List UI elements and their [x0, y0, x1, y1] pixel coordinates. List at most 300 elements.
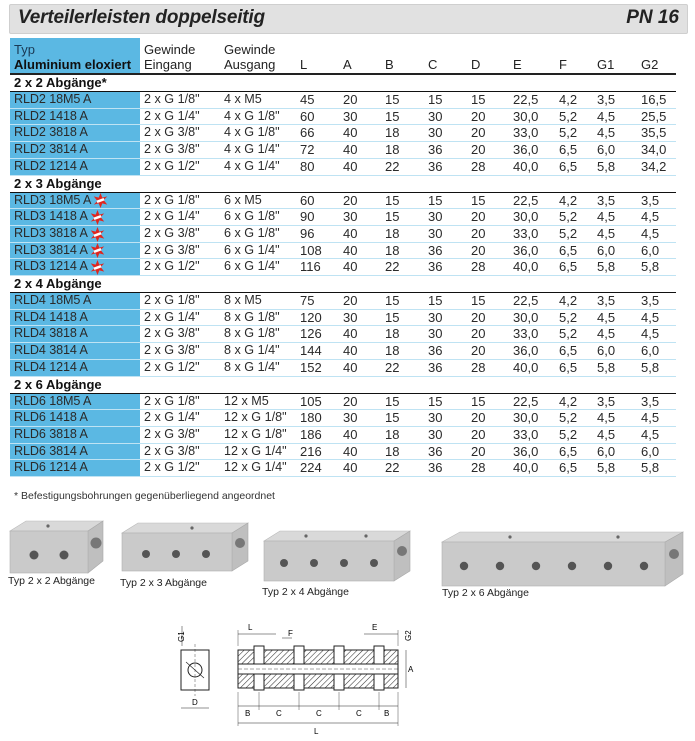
thread-inlet: 2 x G 3/8" — [140, 343, 220, 360]
value-g1: 3,5 — [595, 293, 639, 310]
product-code — [10, 142, 140, 159]
value-d: 28 — [469, 158, 511, 175]
table-row — [10, 142, 676, 159]
value-g1: 3,5 — [595, 92, 639, 109]
table-row — [10, 125, 676, 142]
header-gewinde-eingang-line2: Eingang — [144, 57, 192, 72]
thread-outlet: 6 x M5 — [220, 192, 298, 209]
value-d: 20 — [469, 125, 511, 142]
header-gewinde-eingang-line1: Gewinde — [144, 42, 196, 57]
value-l: 224 — [298, 460, 341, 477]
thread-inlet: 2 x G 3/8" — [140, 142, 220, 159]
thread-inlet: 2 x G 3/8" — [140, 443, 220, 460]
value-e: 40,0 — [511, 158, 557, 175]
new-star-icon — [93, 193, 107, 207]
thread-inlet: 2 x G 1/2" — [140, 259, 220, 276]
thread-inlet: 2 x G 1/8" — [140, 393, 220, 410]
group-header — [10, 376, 676, 393]
value-g1: 6,0 — [595, 242, 639, 259]
header-typ-label: Typ — [14, 42, 35, 57]
product-code — [10, 443, 140, 460]
product-code-text: RLD2 3818 A — [14, 125, 88, 140]
header-typ — [10, 38, 140, 74]
thread-inlet: 2 x G 3/8" — [140, 426, 220, 443]
table-row — [10, 443, 676, 460]
dim-e-label: E — [372, 623, 378, 632]
product-code — [10, 242, 140, 259]
thread-inlet: 2 x G 3/8" — [140, 125, 220, 142]
caption-2x6: Typ 2 x 6 Abgänge — [442, 587, 529, 599]
dim-a-label: A — [408, 665, 414, 674]
table-header — [10, 38, 676, 74]
value-f: 5,2 — [557, 209, 595, 226]
header-col-e: E — [511, 38, 557, 74]
value-e: 22,5 — [511, 393, 557, 410]
value-f: 4,2 — [557, 393, 595, 410]
value-f: 5,2 — [557, 309, 595, 326]
thread-outlet: 8 x M5 — [220, 293, 298, 310]
value-a: 30 — [341, 410, 383, 427]
value-d: 20 — [469, 309, 511, 326]
dim-l-label: L — [314, 727, 319, 736]
dim-c-3-label: C — [356, 709, 362, 718]
value-d: 20 — [469, 343, 511, 360]
value-a: 40 — [341, 158, 383, 175]
value-d: 15 — [469, 92, 511, 109]
product-code-text: RLD6 1418 A — [14, 410, 88, 425]
caption-2x2: Typ 2 x 2 Abgänge — [8, 575, 95, 587]
product-code — [10, 426, 140, 443]
value-c: 15 — [426, 92, 469, 109]
value-l: 144 — [298, 343, 341, 360]
thread-inlet: 2 x G 3/8" — [140, 225, 220, 242]
value-g1: 3,5 — [595, 192, 639, 209]
value-b: 18 — [383, 443, 426, 460]
value-e: 22,5 — [511, 92, 557, 109]
product-code — [10, 92, 140, 109]
front-view — [238, 623, 414, 736]
value-g1: 4,5 — [595, 225, 639, 242]
product-code-text: RLD6 3818 A — [14, 426, 88, 441]
product-code — [10, 326, 140, 343]
product-code-text: RLD4 1214 A — [14, 359, 88, 374]
value-e: 33,0 — [511, 125, 557, 142]
value-g2: 4,5 — [639, 426, 676, 443]
value-e: 33,0 — [511, 426, 557, 443]
table-row — [10, 410, 676, 427]
value-a: 40 — [341, 426, 383, 443]
thread-outlet: 4 x G 1/8" — [220, 125, 298, 142]
value-b: 15 — [383, 108, 426, 125]
dim-c-2-label: C — [316, 709, 322, 718]
thread-inlet: 2 x G 1/8" — [140, 293, 220, 310]
value-g2: 4,5 — [639, 309, 676, 326]
value-e: 33,0 — [511, 225, 557, 242]
value-e: 40,0 — [511, 460, 557, 477]
value-e: 22,5 — [511, 192, 557, 209]
value-g1: 6,0 — [595, 142, 639, 159]
value-e: 30,0 — [511, 108, 557, 125]
product-code — [10, 192, 140, 209]
value-l: 90 — [298, 209, 341, 226]
table-row — [10, 343, 676, 360]
header-col-l: L — [298, 38, 341, 74]
value-c: 30 — [426, 209, 469, 226]
value-l: 96 — [298, 225, 341, 242]
product-code-text: RLD2 3814 A — [14, 142, 88, 157]
value-l: 126 — [298, 326, 341, 343]
value-c: 15 — [426, 393, 469, 410]
table-row — [10, 209, 676, 226]
value-g2: 5,8 — [639, 460, 676, 477]
table-row — [10, 192, 676, 209]
value-b: 22 — [383, 158, 426, 175]
thread-outlet: 6 x G 1/4" — [220, 242, 298, 259]
value-f: 5,2 — [557, 410, 595, 427]
table-row — [10, 158, 676, 175]
value-f: 6,5 — [557, 359, 595, 376]
value-g1: 4,5 — [595, 426, 639, 443]
new-star-icon — [90, 210, 104, 224]
product-image-2x3 — [120, 521, 250, 573]
product-code — [10, 359, 140, 376]
group-header — [10, 276, 676, 293]
product-code-text: RLD4 1418 A — [14, 309, 88, 324]
value-f: 6,5 — [557, 242, 595, 259]
thread-outlet: 12 x G 1/4" — [220, 443, 298, 460]
header-gewinde-ausgang-line2: Ausgang — [224, 57, 276, 72]
value-g1: 6,0 — [595, 443, 639, 460]
value-g2: 6,0 — [639, 443, 676, 460]
value-b: 22 — [383, 359, 426, 376]
value-d: 20 — [469, 410, 511, 427]
product-code — [10, 460, 140, 477]
value-d: 15 — [469, 393, 511, 410]
value-f: 6,5 — [557, 142, 595, 159]
header-gewinde-ausgang — [220, 38, 298, 74]
thread-outlet: 4 x G 1/4" — [220, 142, 298, 159]
value-d: 20 — [469, 326, 511, 343]
product-code — [10, 158, 140, 175]
value-c: 15 — [426, 293, 469, 310]
value-b: 18 — [383, 142, 426, 159]
value-e: 40,0 — [511, 359, 557, 376]
thread-inlet: 2 x G 3/8" — [140, 242, 220, 259]
value-a: 40 — [341, 142, 383, 159]
header-col-d: D — [469, 38, 511, 74]
thread-outlet: 12 x G 1/8" — [220, 426, 298, 443]
value-g2: 6,0 — [639, 343, 676, 360]
value-a: 30 — [341, 108, 383, 125]
table-row — [10, 259, 676, 276]
value-g2: 34,0 — [639, 142, 676, 159]
dim-b-right-label: B — [384, 709, 390, 718]
value-g2: 6,0 — [639, 242, 676, 259]
dim-d-label: D — [192, 698, 198, 707]
group-label: 2 x 4 Abgänge — [10, 276, 676, 293]
value-f: 5,2 — [557, 108, 595, 125]
thread-outlet: 4 x G 1/8" — [220, 108, 298, 125]
thread-outlet: 8 x G 1/8" — [220, 309, 298, 326]
value-d: 20 — [469, 209, 511, 226]
value-c: 30 — [426, 108, 469, 125]
value-b: 15 — [383, 410, 426, 427]
product-code-text: RLD3 1418 A — [14, 209, 88, 224]
value-e: 33,0 — [511, 326, 557, 343]
product-code-text: RLD3 3818 A — [14, 225, 88, 240]
product-image-2x4 — [262, 527, 412, 583]
table-row — [10, 393, 676, 410]
dim-g1-label: G1 — [177, 631, 186, 642]
value-a: 20 — [341, 393, 383, 410]
thread-inlet: 2 x G 1/4" — [140, 209, 220, 226]
value-b: 18 — [383, 242, 426, 259]
thread-inlet: 2 x G 1/4" — [140, 309, 220, 326]
value-g2: 4,5 — [639, 209, 676, 226]
thread-inlet: 2 x G 3/8" — [140, 326, 220, 343]
product-code-text: RLD6 1214 A — [14, 460, 88, 475]
product-code-text: RLD4 3814 A — [14, 343, 88, 358]
value-a: 40 — [341, 326, 383, 343]
value-a: 40 — [341, 242, 383, 259]
product-code — [10, 410, 140, 427]
value-l: 75 — [298, 293, 341, 310]
dim-f-label: F — [288, 629, 293, 638]
thread-outlet: 8 x G 1/4" — [220, 343, 298, 360]
group-header — [10, 74, 676, 92]
caption-2x3: Typ 2 x 3 Abgänge — [120, 577, 207, 589]
table-row — [10, 326, 676, 343]
value-g1: 4,5 — [595, 125, 639, 142]
product-code — [10, 293, 140, 310]
thread-outlet: 12 x M5 — [220, 393, 298, 410]
product-code-text: RLD3 3814 A — [14, 242, 88, 257]
side-view — [177, 626, 209, 708]
value-f: 5,2 — [557, 326, 595, 343]
value-l: 152 — [298, 359, 341, 376]
product-code-text: RLD2 18M5 A — [14, 92, 92, 106]
header-col-g2: G2 — [639, 38, 676, 74]
thread-inlet: 2 x G 1/2" — [140, 359, 220, 376]
product-code-text: RLD4 18M5 A — [14, 293, 92, 308]
header-col-f: F — [557, 38, 595, 74]
value-l: 120 — [298, 309, 341, 326]
value-f: 5,2 — [557, 225, 595, 242]
product-table — [10, 38, 676, 477]
value-a: 40 — [341, 259, 383, 276]
value-e: 30,0 — [511, 209, 557, 226]
value-l: 45 — [298, 92, 341, 109]
value-l: 186 — [298, 426, 341, 443]
value-c: 30 — [426, 410, 469, 427]
value-b: 18 — [383, 426, 426, 443]
value-f: 4,2 — [557, 192, 595, 209]
value-d: 20 — [469, 242, 511, 259]
thread-outlet: 4 x G 1/4" — [220, 158, 298, 175]
pressure-rating: PN 16 — [626, 7, 679, 28]
value-b: 18 — [383, 125, 426, 142]
thread-outlet: 12 x G 1/4" — [220, 460, 298, 477]
value-a: 40 — [341, 225, 383, 242]
value-a: 40 — [341, 460, 383, 477]
group-header — [10, 175, 676, 192]
product-code-text: RLD3 1214 A — [14, 259, 88, 274]
value-f: 4,2 — [557, 92, 595, 109]
value-c: 36 — [426, 443, 469, 460]
value-l: 80 — [298, 158, 341, 175]
product-code — [10, 309, 140, 326]
table-row — [10, 426, 676, 443]
thread-outlet: 6 x G 1/8" — [220, 209, 298, 226]
value-g1: 5,8 — [595, 158, 639, 175]
value-g1: 4,5 — [595, 326, 639, 343]
value-d: 28 — [469, 259, 511, 276]
value-d: 28 — [469, 359, 511, 376]
new-star-icon — [90, 227, 104, 241]
value-g2: 5,8 — [639, 359, 676, 376]
value-e: 36,0 — [511, 142, 557, 159]
thread-outlet: 8 x G 1/4" — [220, 359, 298, 376]
value-e: 40,0 — [511, 259, 557, 276]
table-row — [10, 92, 676, 109]
value-e: 36,0 — [511, 343, 557, 360]
product-code — [10, 108, 140, 125]
table-row — [10, 460, 676, 477]
product-code-text: RLD3 18M5 A — [14, 192, 92, 207]
value-e: 22,5 — [511, 293, 557, 310]
value-f: 6,5 — [557, 343, 595, 360]
value-d: 20 — [469, 225, 511, 242]
value-l: 60 — [298, 108, 341, 125]
value-b: 22 — [383, 259, 426, 276]
value-d: 15 — [469, 192, 511, 209]
value-d: 28 — [469, 460, 511, 477]
header-col-b: B — [383, 38, 426, 74]
value-e: 30,0 — [511, 410, 557, 427]
value-c: 36 — [426, 343, 469, 360]
value-g1: 4,5 — [595, 108, 639, 125]
dim-l-top-label: L — [248, 623, 253, 632]
value-a: 30 — [341, 309, 383, 326]
product-image-2x2 — [8, 517, 104, 575]
thread-inlet: 2 x G 1/8" — [140, 192, 220, 209]
value-a: 20 — [341, 293, 383, 310]
value-l: 216 — [298, 443, 341, 460]
value-a: 20 — [341, 192, 383, 209]
value-c: 36 — [426, 242, 469, 259]
value-b: 15 — [383, 92, 426, 109]
product-code — [10, 259, 140, 276]
technical-drawing — [176, 616, 416, 740]
thread-inlet: 2 x G 1/8" — [140, 92, 220, 109]
value-g2: 3,5 — [639, 393, 676, 410]
thread-inlet: 2 x G 1/4" — [140, 410, 220, 427]
thread-outlet: 8 x G 1/8" — [220, 326, 298, 343]
value-l: 60 — [298, 192, 341, 209]
value-e: 36,0 — [511, 443, 557, 460]
value-b: 18 — [383, 343, 426, 360]
product-code-text: RLD6 3814 A — [14, 443, 88, 458]
value-c: 36 — [426, 259, 469, 276]
new-star-icon — [90, 243, 104, 257]
product-code — [10, 343, 140, 360]
value-a: 40 — [341, 343, 383, 360]
value-g1: 3,5 — [595, 393, 639, 410]
value-c: 36 — [426, 460, 469, 477]
thread-inlet: 2 x G 1/4" — [140, 108, 220, 125]
value-f: 5,2 — [557, 426, 595, 443]
value-g1: 4,5 — [595, 410, 639, 427]
value-g1: 5,8 — [595, 259, 639, 276]
new-star-icon — [90, 260, 104, 274]
thread-inlet: 2 x G 1/2" — [140, 158, 220, 175]
table-row — [10, 242, 676, 259]
dim-b-left-label: B — [245, 709, 251, 718]
value-l: 72 — [298, 142, 341, 159]
value-g1: 6,0 — [595, 343, 639, 360]
value-d: 20 — [469, 426, 511, 443]
header-gewinde-eingang — [140, 38, 220, 74]
header-material-label: Aluminium eloxiert — [14, 57, 132, 72]
value-e: 30,0 — [511, 309, 557, 326]
product-code-text: RLD2 1418 A — [14, 108, 88, 123]
table-row — [10, 225, 676, 242]
table-row — [10, 359, 676, 376]
value-f: 6,5 — [557, 259, 595, 276]
product-image-2x6 — [440, 528, 685, 588]
value-c: 15 — [426, 192, 469, 209]
product-code-text: RLD4 3818 A — [14, 326, 88, 341]
value-g2: 4,5 — [639, 410, 676, 427]
dim-c-1-label: C — [276, 709, 282, 718]
dim-g2-label: G2 — [404, 630, 413, 641]
thread-outlet: 4 x M5 — [220, 92, 298, 109]
value-g1: 4,5 — [595, 309, 639, 326]
value-g1: 4,5 — [595, 209, 639, 226]
value-l: 180 — [298, 410, 341, 427]
thread-outlet: 6 x G 1/4" — [220, 259, 298, 276]
value-f: 6,5 — [557, 443, 595, 460]
header-bar — [9, 4, 688, 34]
product-code-text: RLD2 1214 A — [14, 158, 88, 173]
value-f: 5,2 — [557, 125, 595, 142]
value-c: 30 — [426, 426, 469, 443]
value-g1: 5,8 — [595, 359, 639, 376]
value-b: 22 — [383, 460, 426, 477]
header-col-g1: G1 — [595, 38, 639, 74]
value-g2: 35,5 — [639, 125, 676, 142]
value-d: 20 — [469, 142, 511, 159]
value-b: 15 — [383, 393, 426, 410]
value-f: 6,5 — [557, 460, 595, 477]
product-code-text: RLD6 18M5 A — [14, 393, 92, 408]
table-row — [10, 108, 676, 125]
group-label: 2 x 6 Abgänge — [10, 376, 676, 393]
value-a: 40 — [341, 443, 383, 460]
value-g1: 5,8 — [595, 460, 639, 477]
value-a: 30 — [341, 209, 383, 226]
value-c: 36 — [426, 142, 469, 159]
value-l: 105 — [298, 393, 341, 410]
value-a: 40 — [341, 125, 383, 142]
header-col-c: C — [426, 38, 469, 74]
value-c: 30 — [426, 309, 469, 326]
value-c: 30 — [426, 225, 469, 242]
product-code — [10, 209, 140, 226]
value-a: 40 — [341, 359, 383, 376]
value-g2: 3,5 — [639, 293, 676, 310]
thread-inlet: 2 x G 1/2" — [140, 460, 220, 477]
